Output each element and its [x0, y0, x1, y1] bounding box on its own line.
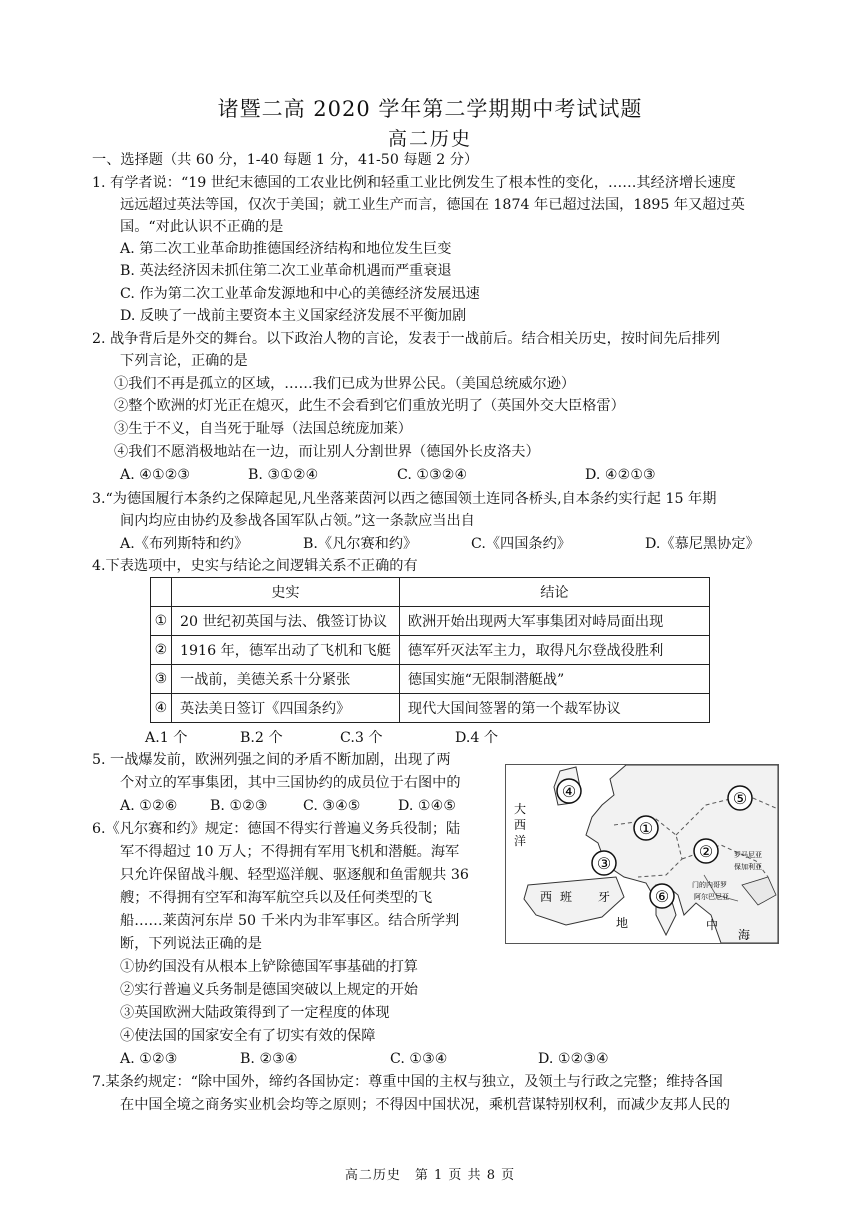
q6-stem-line: 6.《凡尔赛和约》规定：德国不得实行普遍义务兵役制；陆 [92, 821, 461, 837]
map-marker-1 [634, 816, 658, 840]
table-header-cell: 史实 [172, 578, 400, 607]
table-cell-num: ② [151, 636, 172, 665]
q6-item: ③英国欧洲大陆政策得到了一定程度的体现 [120, 1005, 390, 1021]
q5-option-b: B. ①②③ [210, 798, 268, 814]
map-small-label: 保加利亚 [734, 863, 762, 871]
q6-stem-line: 断，下列说法正确的是 [120, 936, 262, 952]
exam-subject: 高二历史 [387, 128, 472, 150]
map-label: 牙 [598, 890, 611, 904]
q6-item: ④使法国的国家安全有了切实有效的保障 [120, 1028, 376, 1044]
q1-stem-line: 远远超过英法等国，仅次于美国；就工业生产而言，德国在 1874 年已超过法国，1895 年又超过英 [120, 197, 745, 213]
table-row [151, 694, 710, 723]
europe-map [506, 765, 778, 943]
q3-option-a: A.《布列斯特和约》 [120, 536, 249, 552]
q2-quote: ③生于不义，自当死于耻辱（法国总统庞加莱） [114, 421, 412, 437]
q5-stem-line: 个对立的军事集团，其中三国协约的成员位于右图中的 [120, 775, 461, 791]
q2-option-c: C. ①③②④ [397, 467, 468, 483]
q2-stem-line: 下列言论，正确的是 [120, 353, 248, 369]
q5-option-d: D. ①④⑤ [398, 798, 457, 814]
q1-option-d: D. 反映了一战前主要资本主义国家经济发展不平衡加剧 [120, 308, 467, 324]
map-label: 班 [560, 890, 573, 904]
q6-option-c: C. ①③④ [390, 1051, 448, 1067]
q3-stem-line: 3.“为德国履行本条约之保障起见,凡坐落莱茵河以西之德国领土连同各桥头,自本条约实行起 15 年期 [92, 491, 717, 507]
q6-stem-line: 艘；不得拥有空军和海军航空兵以及任何类型的飞 [120, 890, 433, 906]
map-label: 西 [514, 818, 527, 832]
q1-stem-line: 1. 有学者说：“19 世纪末德国的工农业比例和轻重工业比例发生了根本性的变化，……其经济增长速度 [92, 175, 736, 191]
section-heading: 一、选择题（共 60 分，1-40 每题 1 分，41-50 每题 2 分） [92, 152, 479, 168]
q7-stem-line: 7.某条约规定：“除中国外，缔约各国协定：尊重中国的主权与独立，及领土与行政之完整；维持各国 [92, 1074, 723, 1090]
q7-stem-line: 在中国全境之商务实业机会均等之原则；不得因中国状况，乘机营谋特别权利，而减少友邦人民的 [120, 1097, 731, 1113]
marker-label: ⑥ [654, 887, 670, 906]
q2-option-a: A. ④①②③ [120, 467, 191, 483]
table-cell-num: ④ [151, 694, 172, 723]
table-cell-fact: 英法美日签订《四国条约》 [172, 694, 400, 723]
table-cell-num: ③ [151, 665, 172, 694]
marker-label: ③ [596, 854, 612, 873]
q6-item: ②实行普遍义兵务制是德国突破以上规定的开始 [120, 982, 418, 998]
q2-stem-line: 2. 战争背后是外交的舞台。以下政治人物的言论，发表于一战前后。结合相关历史，按时间先后排列 [92, 331, 721, 347]
q1-option-a: A. 第二次工业革命助推德国经济结构和地位发生巨变 [120, 241, 452, 257]
q1-stem-line: 国。“对此认识不正确的是 [120, 219, 284, 235]
q5-option-c: C. ③④⑤ [303, 798, 361, 814]
q2-quote: ④我们不愿消极地站在一边，而让别人分割世界（德国外长皮洛夫） [114, 444, 540, 460]
q4-option-d: D.4 个 [455, 730, 499, 746]
q5-stem-line: 5. 一战爆发前，欧洲列强之间的矛盾不断加剧，出现了两 [92, 752, 451, 768]
q5-option-a: A. ①②⑥ [120, 798, 178, 814]
q1-option-b: B. 英法经济因未抓住第二次工业革命机遇而严重衰退 [120, 263, 452, 279]
marker-label: ① [638, 819, 654, 838]
page-footer: 高二历史 第 1 页 共 8 页 [344, 1168, 516, 1183]
map-label: 海 [738, 928, 751, 942]
table-cell-conclusion: 现代大国间签署的第一个裁军协议 [399, 694, 709, 723]
table-cell-conclusion: 欧洲开始出现两大军事集团对峙局面出现 [399, 607, 709, 636]
map-marker-6 [650, 884, 674, 908]
q4-table [150, 577, 710, 723]
q2-quote: ①我们不再是孤立的区域，……我们已成为世界公民。（美国总统威尔逊） [114, 376, 576, 392]
exam-title: 诸暨二高 2020 学年第二学期期中考试试题 [217, 97, 643, 121]
marker-label: ④ [561, 782, 577, 801]
map-marker-4 [557, 779, 581, 803]
table-cell-fact: 一战前，美德关系十分紧张 [172, 665, 400, 694]
table-cell-num: ① [151, 607, 172, 636]
map-label: 西 [540, 890, 553, 904]
marker-label: ⑤ [732, 789, 748, 808]
table-cell-fact: 1916 年，德军出动了飞机和飞艇 [172, 636, 400, 665]
q1-option-c: C. 作为第二次工业革命发源地和中心的美德经济发展迅速 [120, 286, 480, 302]
q6-stem-line: 只允许保留战斗舰、轻型巡洋舰、驱逐舰和鱼雷舰共 36 [120, 867, 469, 883]
table-cell-conclusion: 德军歼灭法军主力，取得凡尔登战役胜利 [399, 636, 709, 665]
table-row [151, 636, 710, 665]
q2-quote: ②整个欧洲的灯光正在熄灭，此生不会看到它们重放光明了（英国外交大臣格雷） [114, 398, 625, 414]
table-row [151, 607, 710, 636]
q6-option-d: D. ①②③④ [538, 1051, 609, 1067]
table-header-cell: 结论 [399, 578, 709, 607]
q6-option-a: A. ①②③ [120, 1051, 178, 1067]
q4-option-a: A.1 个 [145, 730, 188, 746]
q6-option-b: B. ②③④ [240, 1051, 298, 1067]
q6-stem-line: 船……莱茵河东岸 50 千米内为非军事区。结合所学判 [120, 913, 460, 929]
q2-option-d: D. ④②①③ [585, 467, 656, 483]
q6-stem-line: 军不得超过 10 万人；不得拥有军用飞机和潜艇。海军 [120, 844, 460, 860]
q4-stem: 4.下表选项中，史实与结论之间逻辑关系不正确的有 [92, 558, 418, 574]
q3-option-c: C.《四国条约》 [471, 536, 571, 552]
table-header-cell [151, 578, 172, 607]
map-small-label: 罗马尼亚 [734, 851, 762, 859]
europe-map-figure [505, 764, 779, 944]
table-cell-conclusion: 德国实施“无限制潜艇战” [399, 665, 709, 694]
q4-option-c: C.3 个 [340, 730, 383, 746]
map-label: 地 [616, 916, 629, 930]
map-marker-3 [592, 851, 616, 875]
map-small-label: 阿尔巴尼亚 [694, 893, 729, 901]
q4-option-b: B.2 个 [240, 730, 283, 746]
q6-item: ①协约国没有从根本上铲除德国军事基础的打算 [120, 959, 418, 975]
map-label: 洋 [514, 834, 527, 848]
map-marker-2 [694, 839, 718, 863]
table-row [151, 665, 710, 694]
q3-option-d: D.《慕尼黑协定》 [645, 536, 760, 552]
map-small-label: 门的内哥罗 [692, 881, 727, 889]
table-cell-fact: 20 世纪初英国与法、俄签订协议 [172, 607, 400, 636]
map-label: 大 [514, 802, 527, 816]
map-marker-5 [728, 786, 752, 810]
q3-stem-line: 间内均应由协约及参战各国军队占领。”这一条款应当出自 [120, 513, 475, 529]
q3-option-b: B.《凡尔赛和约》 [303, 536, 418, 552]
q2-option-b: B. ③①②④ [248, 467, 319, 483]
map-label: 中 [706, 918, 719, 932]
marker-label: ② [698, 842, 714, 861]
table-header-row [151, 578, 710, 607]
